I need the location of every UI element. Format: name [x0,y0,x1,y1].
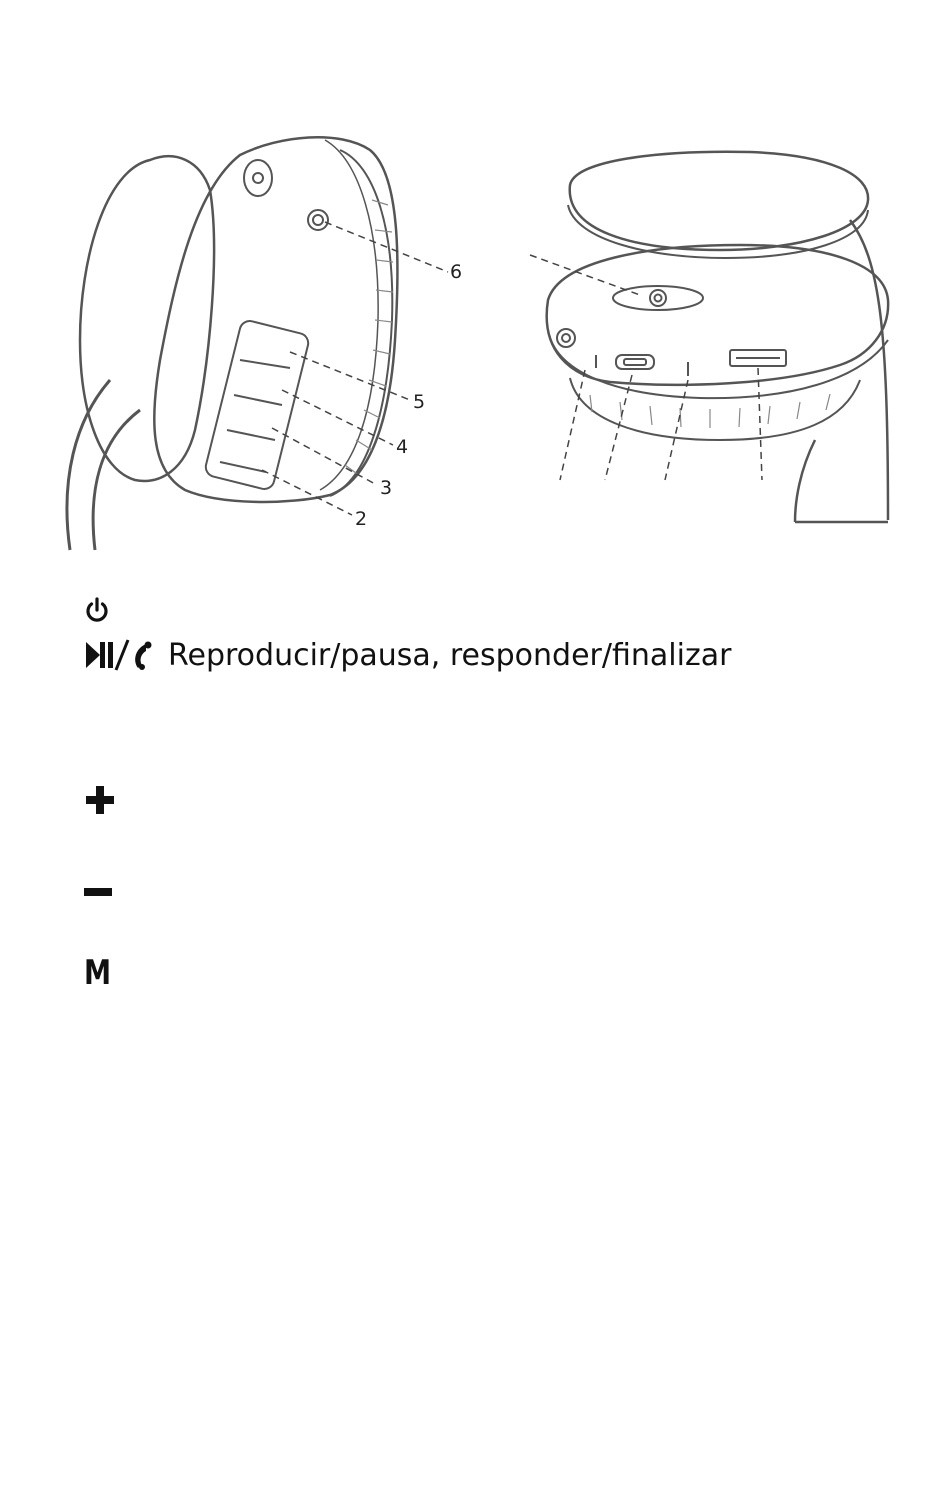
play-pause-call-icon [84,635,164,675]
callout-3: 3 [380,477,393,499]
m-icon [84,953,124,993]
minus-icon [84,872,124,912]
play-pause-control-row [84,635,731,675]
headphone-diagram [0,0,950,560]
callout-6: 6 [450,261,463,283]
callout-4: 4 [396,436,409,458]
callout-5: 5 [413,391,426,413]
headphone-illustration [0,0,950,560]
m-glyph: M [84,953,112,993]
mode-control-row [84,953,128,993]
volume-down-control-row [84,872,128,912]
power-icon [84,590,124,630]
plus-icon [84,780,124,820]
play-pause-label: Reproducir/pausa, responder/finalizar [168,637,732,673]
volume-up-control-row [84,780,128,820]
callout-2: 2 [355,508,368,530]
power-control-row [84,590,128,630]
